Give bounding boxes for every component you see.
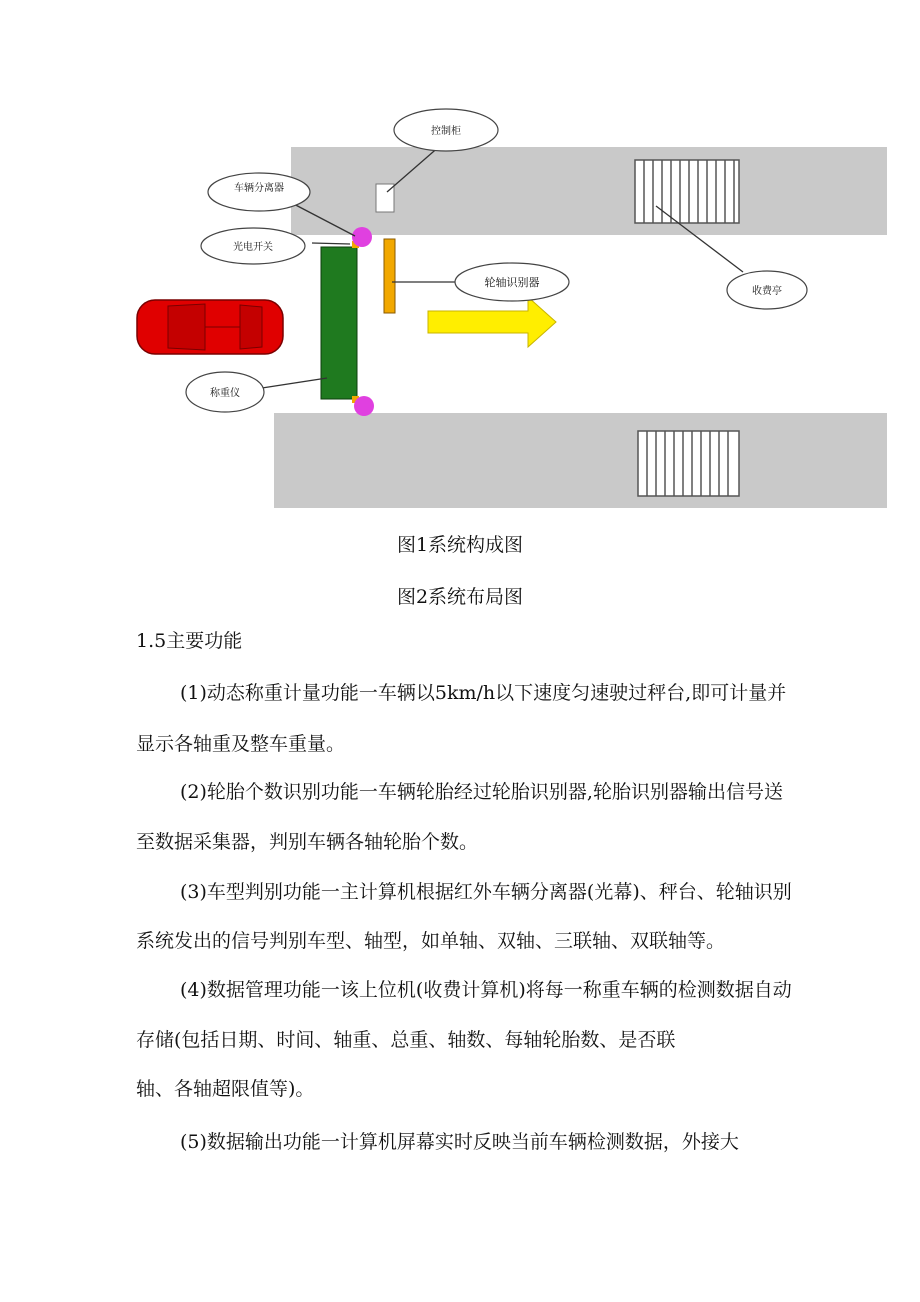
vehicle-separator-bottom bbox=[354, 396, 374, 416]
callout-weighing-scale-text: 称重仪 bbox=[210, 388, 240, 399]
figure1-caption: 图1系统构成图 bbox=[396, 534, 524, 556]
callout-photo-switch bbox=[201, 228, 305, 264]
car bbox=[137, 300, 283, 354]
lower-road bbox=[274, 413, 887, 508]
callout-control-cabinet-text: 控制柜 bbox=[431, 126, 461, 137]
text-line: 存储(包括日期、时间、轴重、总重、轴数、每轴轮胎数、是否联 bbox=[136, 1029, 676, 1051]
system-layout-diagram bbox=[0, 0, 920, 515]
text-line: (5)数据输出功能一计算机屏幕实时反映当前车辆检测数据，外接大 bbox=[180, 1131, 739, 1153]
text-line: 显示各轴重及整车重量。 bbox=[136, 733, 346, 755]
callout-photo-switch-text: 光电开关 bbox=[233, 242, 273, 253]
text-line: (4)数据管理功能一该上位机(收费计算机)将每一称重车辆的检测数据自动 bbox=[180, 979, 792, 1001]
text-line: 系统发出的信号判别车型、轴型，如单轴、双轴、三联轴、双联轴等。 bbox=[136, 930, 726, 952]
direction-arrow bbox=[428, 297, 556, 347]
text-line: 轴、各轴超限值等)。 bbox=[136, 1078, 315, 1100]
callout-vehicle-separator-text: 车辆分离器 bbox=[234, 183, 284, 194]
text-line: (3)车型判别功能一主计算机根据红外车辆分离器(光幕)、秤台、轮轴识别 bbox=[180, 881, 792, 903]
text-line: (2)轮胎个数识别功能一车辆轮胎经过轮胎识别器,轮胎识别器输出信号送 bbox=[180, 781, 783, 803]
callout-vehicle-separator bbox=[208, 173, 310, 211]
callout-control-cabinet bbox=[394, 109, 498, 151]
weighing-platform bbox=[321, 247, 357, 399]
callout-toll-booth-text: 收费亭 bbox=[752, 286, 782, 297]
callout-weighing-scale bbox=[186, 372, 264, 412]
callout-axle-recognizer bbox=[455, 263, 569, 301]
toll-booth-lower bbox=[638, 431, 739, 496]
text-line: (1)动态称重计量功能一车辆以5km/h以下速度匀速驶过秤台,即可计量并 bbox=[180, 682, 787, 704]
toll-booth-upper bbox=[635, 160, 739, 223]
callout-axle-recognizer-text: 轮轴识别器 bbox=[484, 276, 540, 289]
text-line: 至数据采集器，判别车辆各轴轮胎个数。 bbox=[136, 831, 479, 853]
section-heading: 1.5主要功能 bbox=[136, 630, 243, 652]
axle-recognizer-bar bbox=[384, 239, 395, 313]
vehicle-separator-top bbox=[352, 227, 372, 247]
figure2-caption: 图2系统布局图 bbox=[396, 586, 524, 608]
callout-toll-booth bbox=[727, 271, 807, 309]
